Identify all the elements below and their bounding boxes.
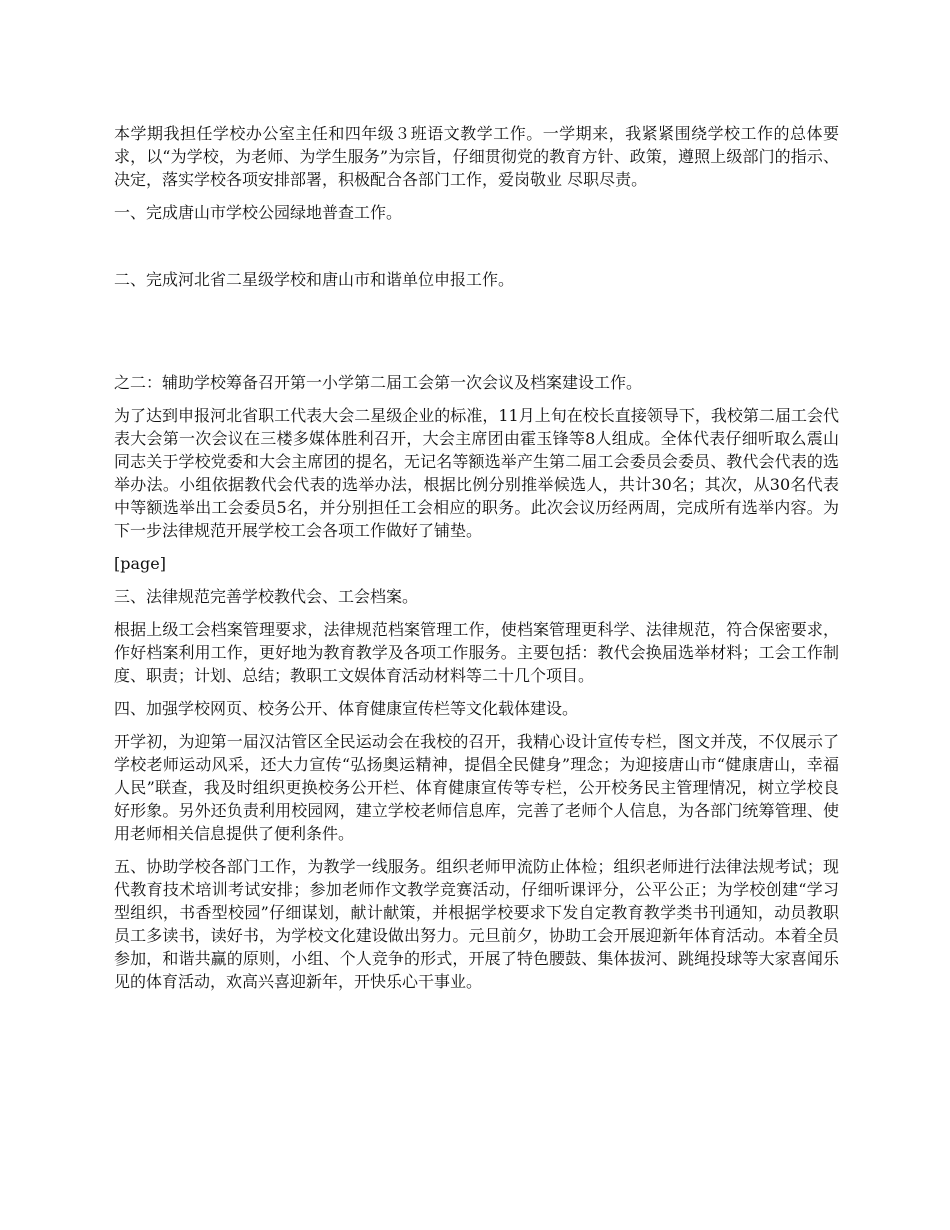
page-marker: [page] — [114, 554, 166, 573]
intro-paragraph: 本学期我担任学校办公室主任和四年级３班语文教学工作。一学期来，我紧紧围绕学校工作的总体要求，以“为学校，为老师、为学生服务”为宗旨，仔细贯彻党的教育方针、政策，遵照上级部门的指示、决定，落实学校各项安排部署，积极配合各部门工作，爱岗敬业 尽职尽责。 — [114, 124, 839, 189]
section-heading-sub: 之二：辅助学校筹备召开第一小学第二届工会第一次会议及档案建设工作。 — [114, 373, 643, 392]
section-heading-4: 四、加强学校网页、校务公开、体育健康宣传栏等文化载体建设。 — [114, 699, 579, 718]
document-body — [114, 122, 839, 1003]
section-heading-1: 一、完成唐山市学校公园绿地普查工作。 — [114, 203, 403, 222]
section-heading-3: 三、法律规范完善学校教代会、工会档案。 — [114, 587, 419, 606]
support-paragraph: 五、协助学校各部门工作，为教学一线服务。组织老师甲流防止体检；组织老师进行法律法规考试；现代教育技术培训考试安排；参加老师作文教学竞赛活动，仔细听课评分，公平公正；为学校创建“学习型组织，书香型校园”仔细谋划，献计献策，并根据学校要求下发自定教育教学类书刊通知，动员教职员工多读书，读好书，为学校文化建设做出努力。元旦前夕，协助工会开展迎新年体育活动。本着全员参加，和谐共赢的原则，小组、个人竞争的形式，开展了特色腰鼓、集体拔河、跳绳投球等大家喜闻乐见的体育活动，欢高兴喜迎新年，开快乐心干事业。 — [114, 857, 839, 991]
union-meeting-paragraph: 为了达到申报河北省职工代表大会二星级企业的标准，11月上旬在校长直接领导下，我校第二届工会代表大会第一次会议在三楼多媒体胜利召开，大会主席团由霍玉锋等8人组成。全体代表仔细听取么震山同志关于学校党委和大会主席团的提名，无记名等额选举产生第二届工会委员会委员、教代会代表的选举办法。小组依据教代会代表的选举办法，根据比例分别推举候选人，共计30名；其次，从30名代表中等额选举出工会委员5名，并分别担任工会相应的职务。此次会议历经两周，完成所有选举内容。为下一步法律规范开展学校工会各项工作做好了铺垫。 — [114, 406, 839, 540]
section-heading-2: 二、完成河北省二星级学校和唐山市和谐单位申报工作。 — [114, 270, 515, 289]
blank-spacer — [114, 301, 839, 371]
archive-paragraph: 根据上级工会档案管理要求，法律规范档案管理工作，使档案管理更科学、法律规范，符合保密要求，作好档案利用工作，更好地为教育教学及各项工作服务。主要包括：教代会换届选举材料；工会工作制度、职责；计划、总结；教职工文娱体育活动材料等二十几个项目。 — [114, 620, 839, 685]
publicity-paragraph: 开学初，为迎第一届汉沽管区全民运动会在我校的召开，我精心设计宣传专栏，图文并茂，不仅展示了学校老师运动风采，还大力宣传“弘扬奥运精神，提倡全民健身”理念；为迎接唐山市“健康唐山，幸福人民”联查，我及时组织更换校务公开栏、体育健康宣传等专栏，公开校务民主管理情况，树立学校良好形象。另外还负责利用校园网，建立学校老师信息库，完善了老师个人信息，为各部门统筹管理、使用老师相关信息提供了便利条件。 — [114, 732, 839, 843]
blank-spacer — [114, 234, 839, 268]
